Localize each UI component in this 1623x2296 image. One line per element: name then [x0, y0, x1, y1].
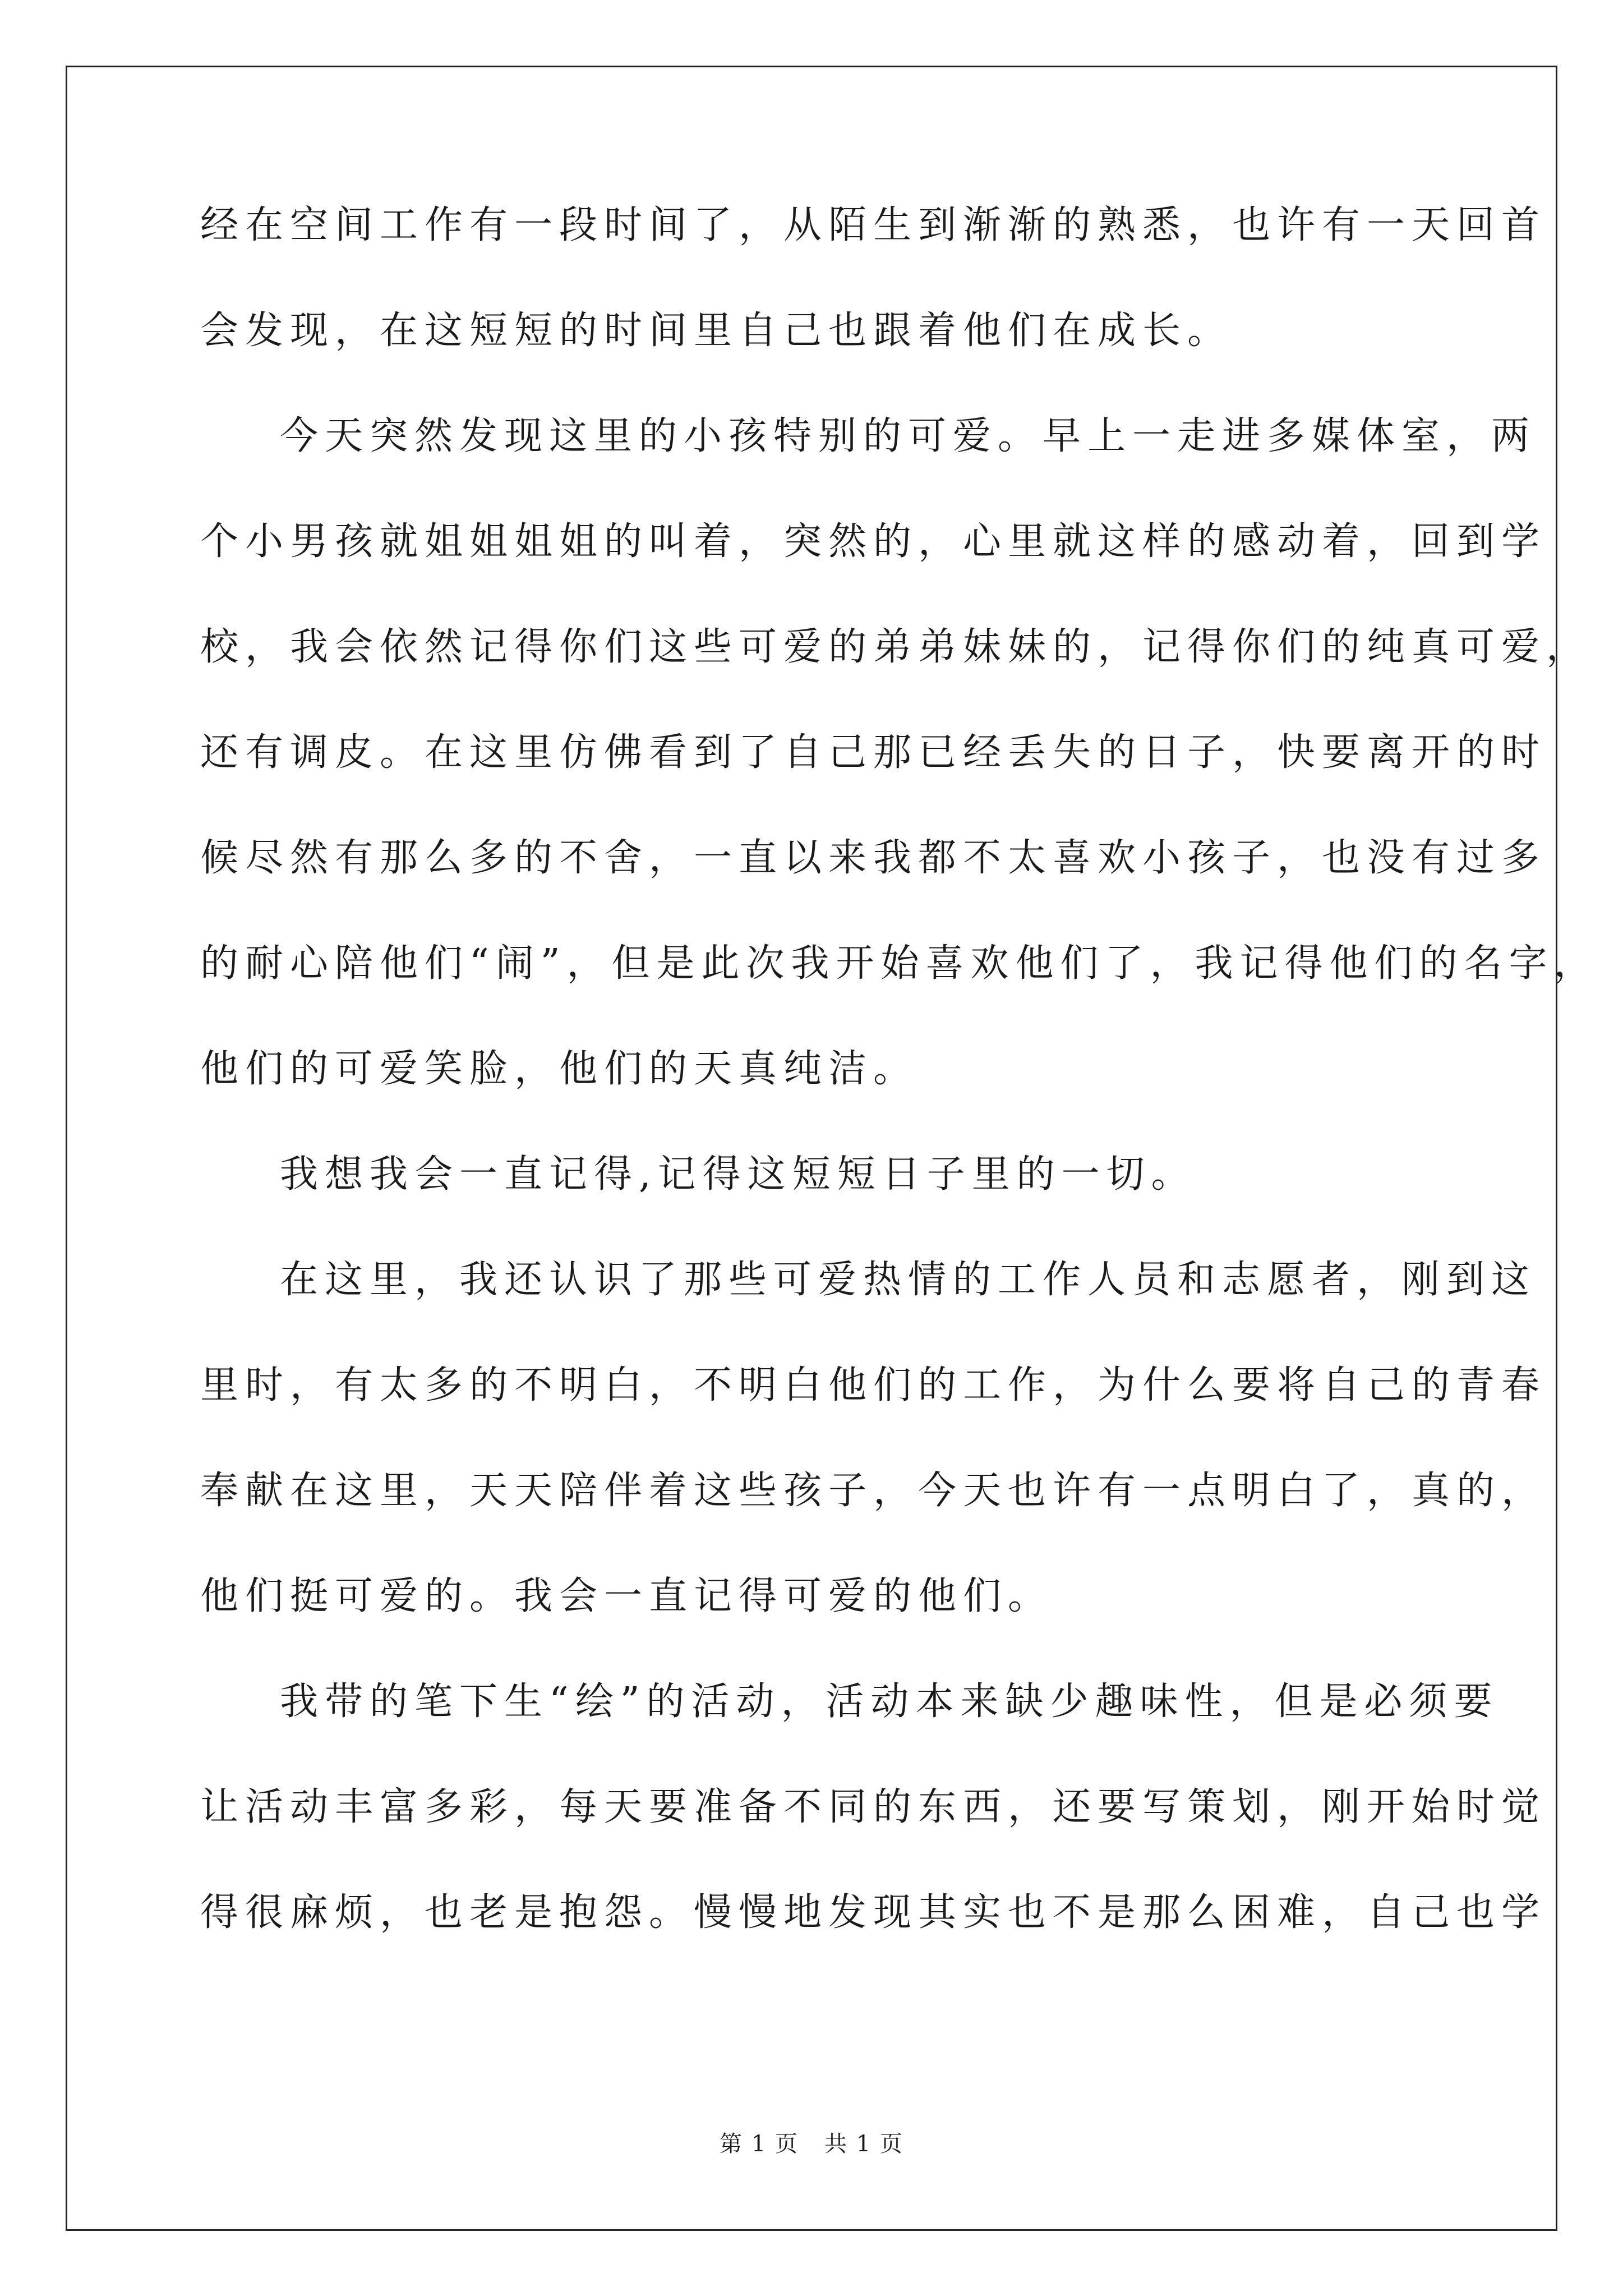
document-body — [200, 197, 1599, 1990]
text-line: 他们挺可爱的。我会一直记得可爱的他们。 — [200, 1574, 1053, 1618]
text-line: 会发现，在这短短的时间里自己也跟着他们在成长。 — [200, 309, 1233, 353]
text-line: 得很麻烦，也老是抱怨。慢慢地发现其实也不是那么困难，自己也学 — [200, 1890, 1547, 1935]
text-line: 我想我会一直记得,记得这短短日子里的一切。 — [280, 1152, 1196, 1197]
text-line: 让活动丰富多彩，每天要准备不同的东西，还要写策划，刚开始时觉 — [200, 1785, 1547, 1829]
text-line: 他们的可爱笑脸，他们的天真纯洁。 — [200, 1047, 919, 1091]
page-number: 第 1 页 — [720, 2131, 799, 2157]
text-line: 候尽然有那么多的不舍，一直以来我都不太喜欢小孩子，也没有过多 — [200, 836, 1547, 880]
text-line: 今天突然发现这里的小孩特别的可爱。早上一走进多媒体室，两 — [280, 414, 1537, 458]
page-footer — [0, 2126, 1623, 2158]
page-total: 共 1 页 — [824, 2131, 903, 2157]
text-line: 经在空间工作有一段时间了，从陌生到渐渐的熟悉，也许有一天回首 — [200, 203, 1547, 247]
text-line: 里时，有太多的不明白，不明白他们的工作，为什么要将自己的青春 — [200, 1363, 1547, 1407]
text-line: 的耐心陪他们“闹”，但是此次我开始喜欢他们了，我记得他们的名字， — [200, 941, 1599, 986]
text-line: 奉献在这里，天天陪伴着这些孩子，今天也许有一点明白了，真的， — [200, 1469, 1547, 1513]
text-line: 在这里，我还认识了那些可爱热情的工作人员和志愿者，刚到这 — [280, 1258, 1537, 1302]
text-line: 我带的笔下生“绘”的活动，活动本来缺少趣味性，但是必须要 — [280, 1680, 1499, 1724]
text-line: 个小男孩就姐姐姐姐的叫着，突然的，心里就这样的感动着，回到学 — [200, 519, 1547, 564]
text-line: 还有调皮。在这里仿佛看到了自己那已经丢失的日子，快要离开的时 — [200, 730, 1547, 775]
text-line: 校，我会依然记得你们这些可爱的弟弟妹妹的，记得你们的纯真可爱， — [200, 625, 1592, 669]
